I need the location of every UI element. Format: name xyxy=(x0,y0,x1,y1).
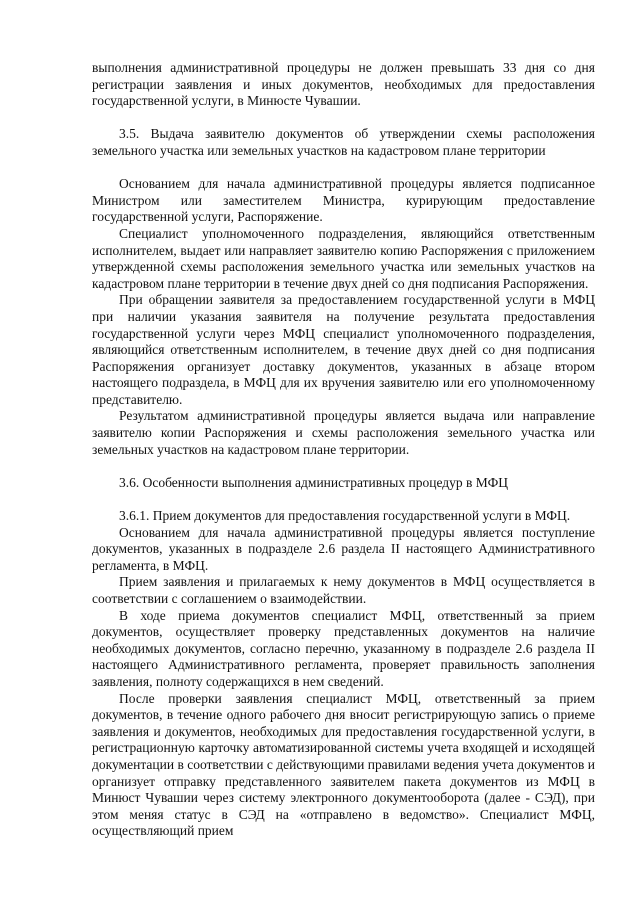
paragraph-continuation: выполнения административной процедуры не должен превышать 33 дня со дня регистрации заявления и иных документов, необходимых для предоставления государственной услуги, в Минюсте Чувашии. xyxy=(92,60,595,109)
paragraph: Результатом административной процедуры является выдача или направление заявителю копии Распоряжения и схемы расположения земельного участка или земельных участков на кадастровом плане территории. xyxy=(92,408,595,457)
section-heading-3-6: 3.6. Особенности выполнения административных процедур в МФЦ xyxy=(119,474,508,490)
paragraph: Основанием для начала административной процедуры является поступление документов, указанных в подразделе 2.6 раздела II настоящего Административного регламента, в МФЦ. xyxy=(92,524,595,573)
paragraph: Основанием для начала административной процедуры является подписанное Министром или заместителем Министра, курирующим предоставление государственной услуги, Распоряжение. xyxy=(92,176,595,225)
paragraph: Специалист уполномоченного подразделения, являющийся ответственным исполнителем, выдает или направляет заявителю копию Распоряжения с приложением утвержденной схемы расположения земельного участка или земельных участков на кадастровом плане территории в течение двух дней со дня подписания Распоряжения. xyxy=(92,225,595,291)
paragraph: Прием заявления и прилагаемых к нему документов в МФЦ осуществляется в соответствии с соглашением о взаимодействии. xyxy=(92,574,595,606)
paragraph: В ходе приема документов специалист МФЦ, ответственный за прием документов, осуществляет проверку представленных документов на наличие необходимых документов, согласно перечню, указанному в подразделе 2.6 раздела II настоящего Административного регламента, проверяет правильность заполнения заявления, полноту содержащихся в нем сведений. xyxy=(92,607,595,689)
paragraph: После проверки заявления специалист МФЦ, ответственный за прием документов, в течение одного рабочего дня вносит регистрирующую запись о приеме заявления и документов, необходимых для предоставления государственной услуги, в регистрационную карточку автоматизированной системы учета входящей и исходящей документации в соответствии с действующими правилами ведения учета документов и организует отправку представленного заявителем пакета документов из МФЦ в Минюст Чувашии через систему электронного документооборота (далее - СЭД), при этом меняя статус в СЭД на «отправлено в ведомство». Специалист МФЦ, осуществляющий прием xyxy=(92,690,595,839)
section-heading-3-5: 3.5. Выдача заявителю документов об утверждении схемы расположения земельного участка или земельных участков на кадастровом плане территории xyxy=(92,126,595,158)
paragraph: При обращении заявителя за предоставлением государственной услуги в МФЦ при наличии указания заявителя на получение результата предоставления государственной услуги через МФЦ специалист уполномоченного подразделения, являющийся ответственным исполнителем, в течение двух дней со дня подписания Распоряжения организует доставку документов, указанных в абзаце втором настоящего подраздела, в МФЦ для их вручения заявителю или его уполномоченному представителю. xyxy=(92,292,595,407)
subsection-heading-3-6-1: 3.6.1. Прием документов для предоставления государственной услуги в МФЦ. xyxy=(119,508,571,524)
